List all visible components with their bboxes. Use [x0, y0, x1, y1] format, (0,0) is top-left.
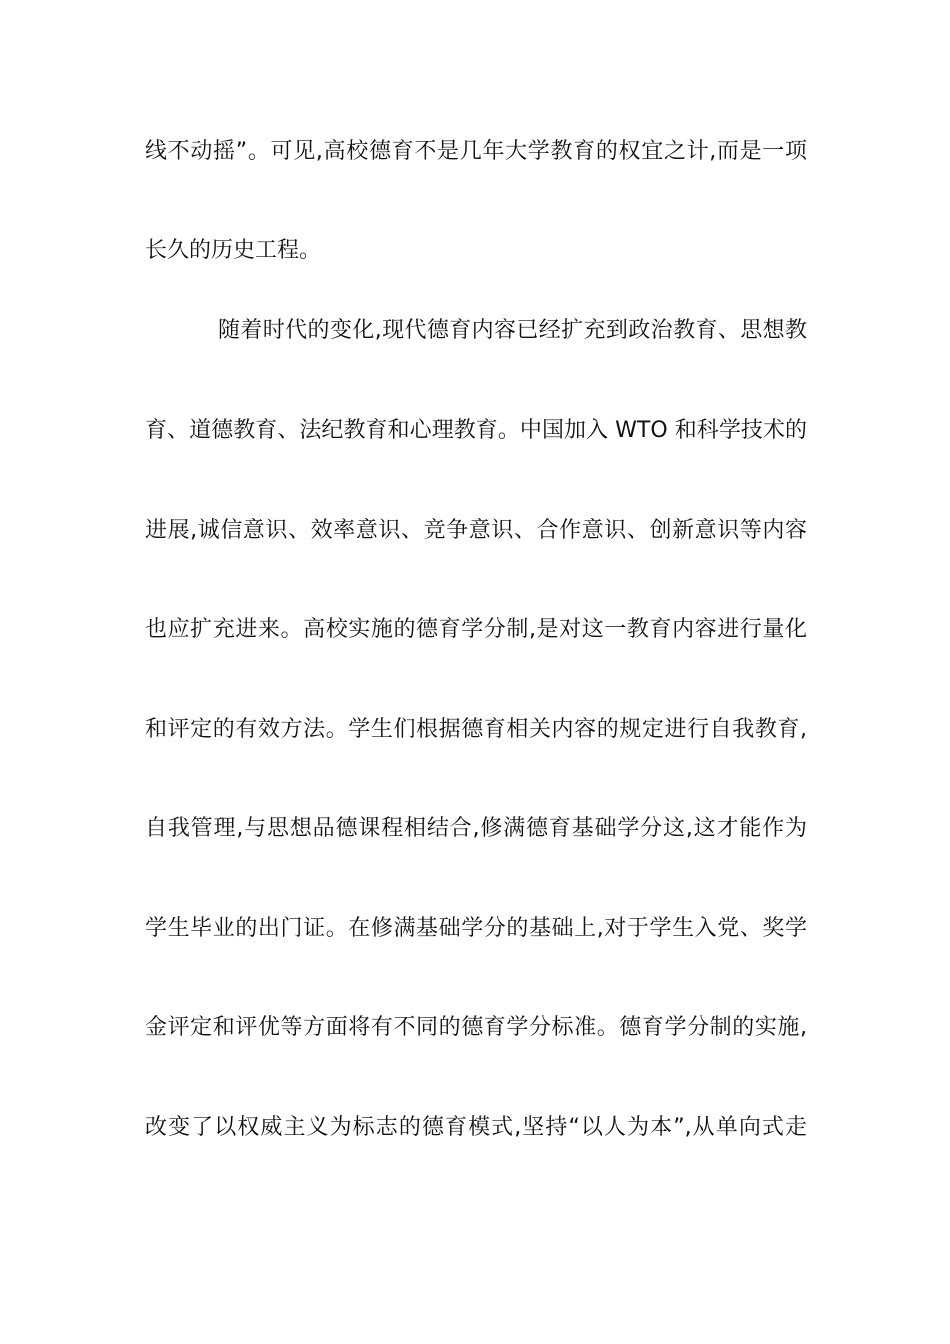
paragraph-start-line: 随着时代的变化,现代德育内容已经扩充到政治教育、思想教: [218, 318, 807, 343]
text-line-8: 自我管理,与思想品德课程相结合,修满德育基础学分这,这才能作为: [145, 816, 807, 841]
text-line-6: 也应扩充进来。高校实施的德育学分制,是对这一教育内容进行量化: [145, 617, 807, 642]
text-line-9: 学生毕业的出门证。在修满基础学分的基础上,对于学生入党、奖学: [145, 916, 807, 941]
text-line-7: 和评定的有效方法。学生们根据德育相关内容的规定进行自我教育,: [145, 717, 807, 742]
text-line-4: 育、道德教育、法纪教育和心理教育。中国加入 WTO 和科学技术的: [145, 418, 807, 443]
text-line-2: 长久的历史工程。: [145, 238, 322, 263]
text-line-5: 进展,诚信意识、效率意识、竞争意识、合作意识、创新意识等内容: [145, 518, 807, 543]
text-line-11: 改变了以权威主义为标志的德育模式,坚持“以人为本”,从单向式走: [145, 1115, 807, 1140]
text-line-1: 线不动摇”。可见,高校德育不是几年大学教育的权宜之计,而是一项: [145, 139, 807, 164]
text-line-10: 金评定和评优等方面将有不同的德育学分标准。德育学分制的实施,: [145, 1015, 807, 1040]
